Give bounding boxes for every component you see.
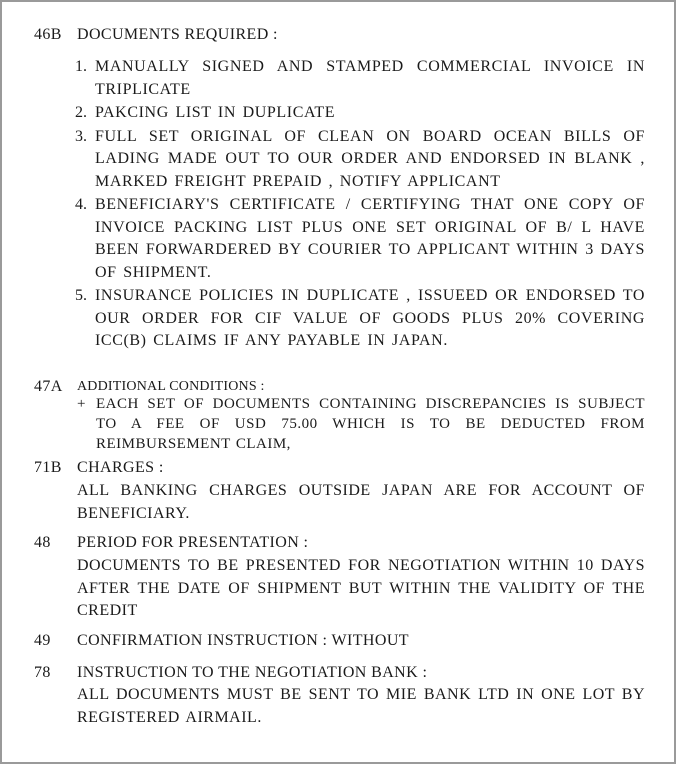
field-code: 46B <box>34 26 62 43</box>
item-number: 5. <box>75 287 87 304</box>
presentation-text: DOCUMENTS TO BE PRESENTED FOR NEGOTIATION WITHIN 10 DAYS AFTER THE DATE OF SHIPMENT BUT WITHIN THE VALIDITY OF THE CREDIT <box>77 557 645 619</box>
bullet-plus: + <box>77 396 86 412</box>
charges-text: ALL BANKING CHARGES OUTSIDE JAPAN ARE FOR ACCOUNT OF BENEFICIARY. <box>77 482 645 522</box>
item-text: BENEFICIARY'S CERTIFICATE / CERTIFYING THAT ONE COPY OF INVOICE PACKING LIST PLUS ONE SET ORIGINAL OF B/ L HAVE BEEN FORWARDERED BY COURIER TO APPLICANT WITHIN 3 DAYS OF SHIPMENT. <box>95 196 645 281</box>
bank-instruction-text: ALL DOCUMENTS MUST BE SENT TO MIE BANK LTD IN ONE LOT BY REGISTERED AIRMAIL. <box>77 686 645 726</box>
field-code: 47A <box>34 378 63 395</box>
item-number: 3. <box>75 127 87 145</box>
field-label: INSTRUCTION TO THE NEGOTIATION BANK : <box>77 664 428 681</box>
list-item <box>75 56 647 101</box>
field-code: 71B <box>34 459 62 476</box>
condition-text: EACH SET OF DOCUMENTS CONTAINING DISCREPANCIES IS SUBJECT TO A FEE OF USD 75.00 WHICH IS TO BE DEDUCTED FROM REIMBURSEMENT CLAIM, <box>96 396 645 452</box>
item-number: 4. <box>75 196 87 213</box>
list-item <box>75 285 647 353</box>
item-text: PAKCING LIST IN DUPLICATE <box>95 104 336 121</box>
field-label: PERIOD FOR PRESENTATION : <box>77 534 309 551</box>
field-label: ADDITIONAL CONDITIONS : <box>77 379 265 394</box>
documents-required-list <box>75 56 647 353</box>
list-item <box>75 126 647 194</box>
item-text: MANUALLY SIGNED AND STAMPED COMMERCIAL INVOICE IN TRIPLICATE <box>95 58 645 98</box>
field-code: 78 <box>34 664 51 681</box>
item-number: 1. <box>75 58 87 75</box>
item-number: 2. <box>75 104 87 121</box>
item-text: INSURANCE POLICIES IN DUPLICATE , ISSUEED OR ENDORSED TO OUR ORDER FOR CIF VALUE OF GOODS PLUS 20% COVERING ICC(B) CLAIMS IF ANY PAYABLE IN JAPAN. <box>95 287 645 349</box>
field-label: CHARGES : <box>77 459 164 476</box>
list-item <box>75 102 647 125</box>
field-code: 49 <box>34 632 51 649</box>
item-text: FULL SET ORIGINAL OF CLEAN ON BOARD OCEAN BILLS OF LADING MADE OUT TO OUR ORDER AND ENDORSED IN BLANK , MARKED FREIGHT PREPAID , NOTIFY APPLICANT <box>95 127 645 190</box>
field-label: DOCUMENTS REQUIRED : <box>77 26 278 43</box>
field-label: CONFIRMATION INSTRUCTION : WITHOUT <box>77 632 409 649</box>
field-code: 48 <box>34 534 51 551</box>
list-item <box>75 194 647 284</box>
